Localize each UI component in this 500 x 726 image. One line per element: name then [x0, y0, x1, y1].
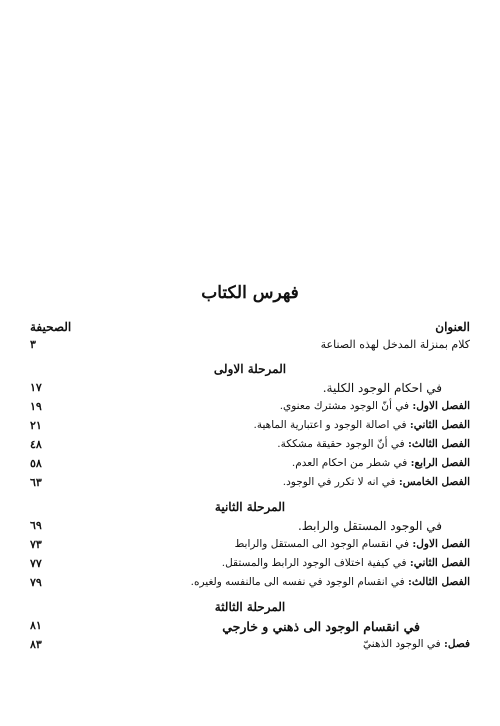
toc-entry: [30, 498, 470, 517]
chapter-number: الفصل الخامس:: [398, 476, 470, 488]
page-number: ٦٣: [30, 476, 42, 489]
toc-entry: [30, 336, 470, 355]
toc-entry: [30, 417, 470, 436]
toc-entry: [30, 574, 470, 593]
topic-column-header: العنوان: [435, 320, 470, 334]
toc-list: [30, 336, 470, 655]
entry-text: في الوجود المستقل والرابط.: [297, 519, 442, 533]
page-number: ٧٣: [30, 538, 42, 551]
toc-entry: [30, 436, 470, 455]
toc-entry-label: [321, 338, 470, 351]
entry-text: في انقسام الوجود الى المستقل والرابط: [234, 538, 413, 550]
toc-entry-label: [222, 619, 420, 634]
page-number: ٢١: [30, 419, 42, 432]
entry-text: المرحلة الثانية: [214, 500, 286, 514]
toc-entry-label: [254, 419, 470, 431]
page-number: ٤٨: [30, 438, 42, 451]
stage-heading: [214, 362, 286, 376]
entry-text: في احكام الوجود الكلية.: [322, 381, 442, 395]
toc-entry: [30, 598, 470, 617]
toc-entry: [30, 360, 470, 379]
page-number: ٥٨: [30, 457, 42, 470]
toc-entry: [30, 617, 470, 636]
entry-text: في انه لا تكرر في الوجود.: [282, 476, 399, 488]
stage-heading: [215, 600, 286, 614]
page-number: ٧٩: [30, 576, 42, 589]
toc-entry: [30, 379, 470, 398]
page-number: ٣: [30, 338, 36, 351]
toc-entry-label: [323, 381, 442, 395]
chapter-number: الفصل الاول:: [412, 400, 470, 412]
entry-text: المرحلة الثالثة: [214, 600, 286, 614]
entry-text: في انقسام الوجود في نفسه الى مالنفسه ولغيره.: [190, 576, 408, 588]
page-number: ١٧: [30, 381, 42, 394]
toc-entry: [30, 555, 470, 574]
entry-text: في انقسام الوجود الى ذهني و خارجي: [222, 619, 420, 634]
toc-entry: [30, 517, 470, 536]
chapter-number: فصل:: [444, 638, 470, 650]
page-number: ١٩: [30, 400, 42, 413]
chapter-number: الفصل الثالث:: [407, 576, 470, 588]
entry-text: كلام بمنزلة المدخل لهذه الصناعة: [320, 338, 470, 351]
entry-text: في اصالة الوجود و اعتبارية الماهية.: [253, 419, 410, 431]
toc-entry: [30, 474, 470, 493]
stage-heading: [215, 500, 285, 514]
page-number: ٨١: [30, 619, 42, 632]
entry-text: المرحلة الاولى: [213, 362, 287, 376]
chapter-number: الفصل الثاني:: [409, 557, 470, 569]
entry-text: في الوجود الذهنيّ: [363, 638, 445, 650]
page-column-header: الصحيفة: [30, 320, 72, 334]
toc-entry: [30, 636, 470, 655]
toc-entry: [30, 455, 470, 474]
chapter-number: الفصل الثالث:: [407, 438, 470, 450]
toc-entry-label: [292, 457, 470, 469]
chapter-number: الفصل الرابع:: [410, 457, 470, 469]
toc-entry-label: [280, 400, 470, 412]
page-number: ٨٣: [30, 638, 42, 651]
toc-entry-label: [298, 519, 442, 533]
entry-text: في كيفية اختلاف الوجود الرابط والمستقل.: [221, 557, 410, 569]
page-title: فهرس الكتاب: [201, 283, 299, 303]
entry-text: في أنّ الوجود مشترك معنوي.: [279, 400, 413, 412]
toc-entry-label: [191, 576, 470, 588]
toc-entry-label: [277, 438, 470, 450]
entry-text: في أنّ الوجود حقيقة مشككة.: [277, 438, 408, 450]
page-number: ٦٩: [30, 519, 42, 532]
page-number: ٧٧: [30, 557, 42, 570]
chapter-number: الفصل الاول:: [412, 538, 470, 550]
toc-entry-label: [222, 557, 470, 569]
toc-entry-label: [235, 538, 470, 550]
toc-entry-label: [283, 476, 470, 488]
toc-entry: [30, 398, 470, 417]
toc-entry-label: [363, 638, 470, 650]
column-header: [30, 320, 470, 336]
toc-entry: [30, 536, 470, 555]
chapter-number: الفصل الثاني:: [409, 419, 470, 431]
entry-text: في شطر من احكام العدم.: [291, 457, 411, 469]
